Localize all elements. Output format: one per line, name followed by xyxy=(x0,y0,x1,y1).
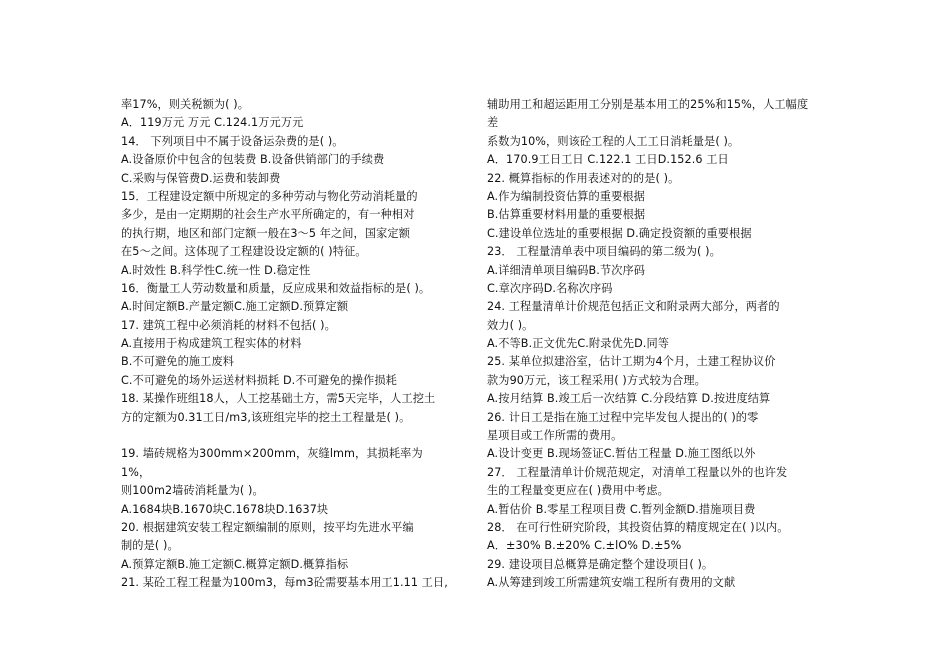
right-column-line: 生的工程量变更应在( )费用中考虑。 xyxy=(487,484,669,498)
right-column-line: A.设计变更 B.现场签证C.暂估工程量 D.施工图纸以外 xyxy=(487,447,756,461)
right-column-line: 星项目或工作所需的费用。 xyxy=(487,429,623,443)
left-column-line: 率17%，则关税额为( )。 xyxy=(121,98,250,111)
right-column-line: C.章次序码D.名称次序码 xyxy=(487,281,613,295)
right-column-line: 款为90万元，该工程采用( )方式较为合理。 xyxy=(487,373,706,387)
left-column-line: 则100m2墙砖消耗量为( )。 xyxy=(121,484,264,498)
right-column-line: 23． 工程量清单表中项目编码的第二级为( )。 xyxy=(487,245,721,259)
right-column-line: 22. 概算指标的作用表述对的的是( )。 xyxy=(487,171,680,185)
left-column-line: A.预算定额B.施工定额C.概算定额D.概算指标 xyxy=(121,557,349,571)
right-column-line: 29. 建设项目总概算是确定整个建设项目( )。 xyxy=(487,557,714,571)
right-column-line: 系数为10%，则该砼工程的人工工日消耗量是( )。 xyxy=(487,134,740,148)
left-column-line: 在5～之间。这体现了工程建设设定额的( )特征。 xyxy=(121,245,367,259)
right-column-line: 差 xyxy=(487,116,499,130)
right-column-line: 26. 计日工是指在施工过程中完毕发包人提出的( )的零 xyxy=(487,410,759,424)
right-column-line: 辅助用工和超运距用工分别是基本用工的25%和15%，人工幅度 xyxy=(487,98,809,111)
left-column-line: 16．衡量工人劳动数量和质量，反应成果和效益指标的是( )。 xyxy=(121,281,431,295)
right-column-line: A．±30% B.±20% C.±lO% D.±5% xyxy=(487,539,682,553)
left-column-line: 19. 墙砖规格为300mm×200mm，灰缝lmm，其损耗率为 xyxy=(121,447,423,461)
left-column-line: A.设备原价中包含的包装费 B.设备供销部门的手续费 xyxy=(121,153,385,167)
left-column-line: A．119万元 万元 C.124.1万元万元 xyxy=(121,116,304,130)
left-column-line: 18. 某操作班组18人，人工挖基础土方，需5天完毕，人工挖土 xyxy=(121,392,436,406)
right-column-line: B.估算重要材料用量的重要根据 xyxy=(487,208,646,222)
left-column-line: A.1684块B.1670块C.1678块D.1637块 xyxy=(121,502,329,516)
right-column-line: A.从筹建到竣工所需建筑安端工程所有费用的文献 xyxy=(487,576,736,590)
right-column-line: A.详细清单项目编码B.节次序码 xyxy=(487,263,646,277)
left-column-line: C.不可避免的场外运送材料损耗 D.不可避免的操作损耗 xyxy=(121,373,397,387)
left-column-line: B.不可避免的施工废料 xyxy=(121,355,235,369)
left-column-line: 17. 建筑工程中必须消耗的材料不包括( )。 xyxy=(121,318,336,332)
left-column-line: 的执行期，地区和部门定额一般在3～5 年之间，国家定额 xyxy=(121,226,410,240)
left-column-line: A.时效性 B.科学性C.统一性 D.稳定性 xyxy=(121,263,311,277)
right-column-line: A.暂估价 B.零星工程项目费 C.暂列金额D.措施项目费 xyxy=(487,502,756,516)
right-column-line: 24. 工程量清单计价规范包括正文和附录两大部分，两者的 xyxy=(487,300,780,314)
right-column-line: 28． 在可行性研究阶段，其投资估算的精度规定在( )以内。 xyxy=(487,520,789,534)
right-column-line: 27． 工程量清单计价规范规定，对清单工程量以外的也许发 xyxy=(487,465,788,479)
right-column-line: C.建设单位选址的重要根据 D.确定投资额的重要根据 xyxy=(487,226,752,240)
left-column-line: A.时间定额B.产量定额C.施工定额D.预算定额 xyxy=(121,300,349,314)
left-column-line: 多少，是由一定期期的社会生产水平所确定的，有一种相对 xyxy=(121,208,415,222)
right-column-line: A.作为编制投资估算的重要根据 xyxy=(487,189,645,203)
left-column-line: 20. 根据建筑安装工程定额编制的原则，按平均先进水平编 xyxy=(121,520,414,534)
right-column xyxy=(487,96,837,593)
right-column-line: A.按月结算 B.竣工后一次结算 C.分段结算 D.按进度结算 xyxy=(487,392,771,406)
left-column-line: A.直接用于构成建筑工程实体的材料 xyxy=(121,337,302,351)
left-column-line: C.采购与保管费D.运费和装卸费 xyxy=(121,171,281,185)
left-column-line: 15．工程建设定额中所规定的多种劳动与物化劳动消耗量的 xyxy=(121,189,418,203)
left-column-line: 1%， xyxy=(121,465,151,479)
left-column-line: 方的定额为0.31工日/m3,该班组完毕的挖土工程量是( )。 xyxy=(121,410,411,424)
right-column-line: A．170.9工日工日 C.122.1 工日D.152.6 工日 xyxy=(487,153,729,167)
right-column-line: A.不等B.正文优先C.附录优先D.同等 xyxy=(487,337,670,351)
left-column-line: 制的是( )。 xyxy=(121,539,179,553)
left-column xyxy=(121,96,471,593)
right-column-line: 25. 某单位拟建浴室，估计工期为4个月，土建工程协议价 xyxy=(487,355,776,369)
left-column-line: 21. 某砼工程工程量为100m3，每m3砼需要基本用工1.11 工日, xyxy=(121,576,448,590)
left-column-line: 14． 下列项目中不属于设备运杂费的是( )。 xyxy=(121,134,344,148)
left-column-line xyxy=(121,427,471,445)
right-column-line: 效力( )。 xyxy=(487,318,534,332)
